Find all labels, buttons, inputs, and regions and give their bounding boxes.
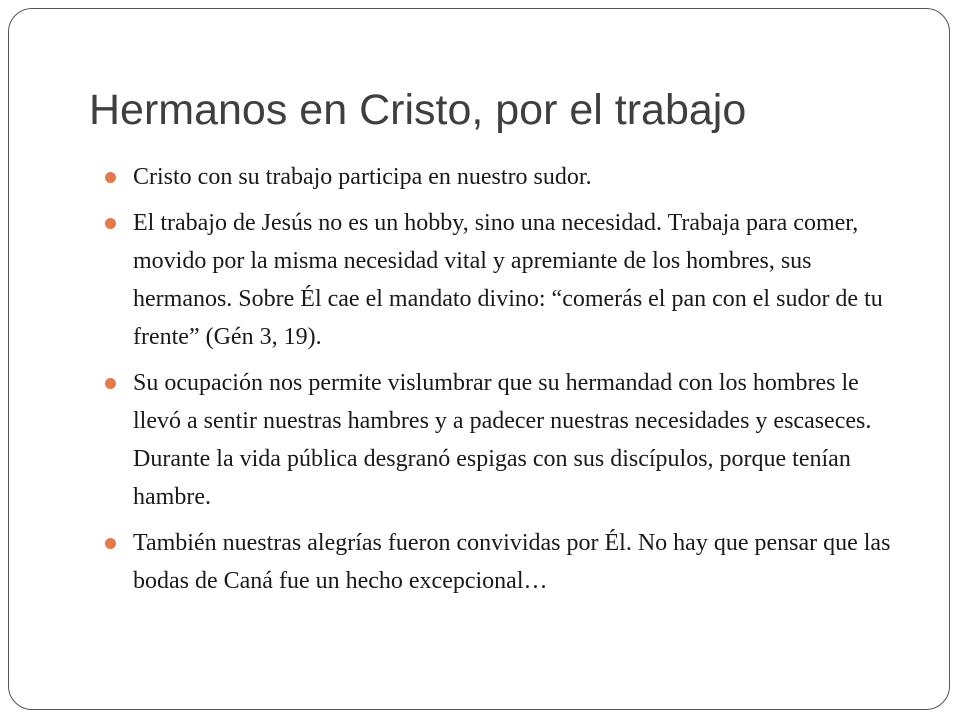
- bullet-text: Cristo con su trabajo participa en nuestro sudor.: [133, 164, 592, 190]
- bullet-text: Su ocupación nos permite vislumbrar que su hermandad con los hombres le llevó a sentir nuestras hambres y a padecer nuestras necesidades y escaseces. Durante la vida pública desgranó espigas con sus discípulos, porque tenían hambre.: [133, 370, 872, 510]
- bullet-list: [103, 158, 903, 608]
- bullet-dot-icon: [105, 378, 116, 389]
- bullet-item: [103, 158, 903, 196]
- bullet-dot-icon: [105, 172, 116, 183]
- bullet-item: [103, 364, 903, 516]
- slide-title: Hermanos en Cristo, por el trabajo: [89, 86, 747, 134]
- bullet-text: También nuestras alegrías fueron convividas por Él. No hay que pensar que las bodas de Caná fue un hecho excepcional…: [133, 530, 891, 594]
- bullet-dot-icon: [105, 538, 116, 549]
- bullet-text: El trabajo de Jesús no es un hobby, sino una necesidad. Trabaja para comer, movido por la misma necesidad vital y apremiante de los hombres, sus hermanos. Sobre Él cae el mandato divino: “comerás el pan con el sudor de tu frente” (Gén 3, 19).: [133, 210, 883, 350]
- bullet-item: [103, 524, 903, 600]
- bullet-item: [103, 204, 903, 356]
- bullet-dot-icon: [105, 218, 116, 229]
